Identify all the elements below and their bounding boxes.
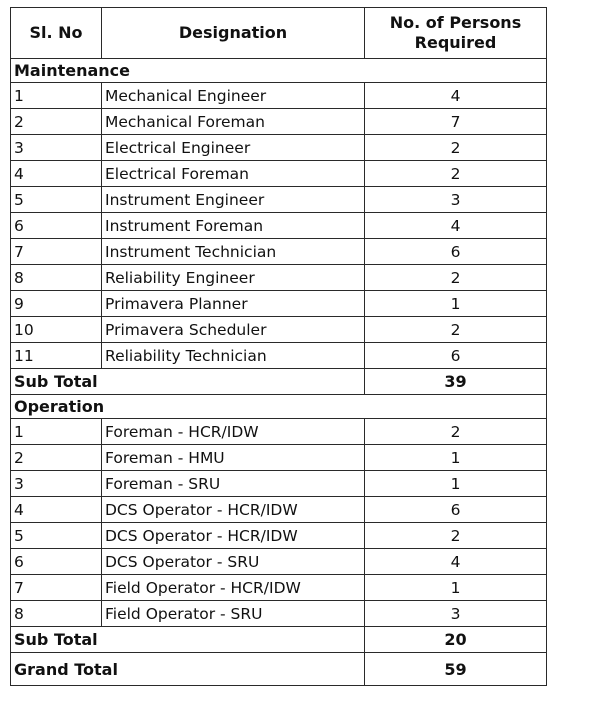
table-row (11, 601, 547, 627)
cell-designation: DCS Operator - HCR/IDW (102, 523, 365, 549)
cell-designation: Electrical Foreman (102, 161, 365, 187)
table-row (11, 575, 547, 601)
cell-designation: Instrument Foreman (102, 213, 365, 239)
cell-designation: Foreman - SRU (102, 471, 365, 497)
table-row (11, 497, 547, 523)
section-header-row (11, 59, 547, 83)
cell-designation: DCS Operator - HCR/IDW (102, 497, 365, 523)
cell-count: 2 (365, 419, 547, 445)
cell-sl-no: 11 (11, 343, 102, 369)
subtotal-value: 39 (365, 369, 547, 395)
cell-count: 4 (365, 549, 547, 575)
table-row (11, 187, 547, 213)
cell-sl-no: 2 (11, 445, 102, 471)
cell-designation: Foreman - HMU (102, 445, 365, 471)
cell-designation: DCS Operator - SRU (102, 549, 365, 575)
cell-sl-no: 8 (11, 601, 102, 627)
cell-designation: Foreman - HCR/IDW (102, 419, 365, 445)
table-row (11, 161, 547, 187)
table-row (11, 419, 547, 445)
grand-total-value: 59 (365, 653, 547, 686)
cell-sl-no: 3 (11, 471, 102, 497)
grand-total-label: Grand Total (11, 653, 365, 686)
table-row (11, 291, 547, 317)
grand-total-row (11, 653, 547, 686)
cell-count: 2 (365, 161, 547, 187)
cell-count: 2 (365, 523, 547, 549)
cell-count: 2 (365, 265, 547, 291)
cell-count: 4 (365, 213, 547, 239)
header-persons-required: No. of Persons Required (365, 8, 547, 59)
cell-sl-no: 1 (11, 419, 102, 445)
table-row (11, 317, 547, 343)
header-sl-no: Sl. No (11, 8, 102, 59)
table-row (11, 135, 547, 161)
table-row (11, 83, 547, 109)
table-row (11, 549, 547, 575)
table-row (11, 343, 547, 369)
cell-designation: Reliability Technician (102, 343, 365, 369)
section-title: Maintenance (11, 59, 547, 83)
subtotal-row (11, 369, 547, 395)
cell-designation: Mechanical Foreman (102, 109, 365, 135)
cell-sl-no: 7 (11, 239, 102, 265)
cell-designation: Electrical Engineer (102, 135, 365, 161)
subtotal-label: Sub Total (11, 369, 365, 395)
header-designation: Designation (102, 8, 365, 59)
section-header-row (11, 395, 547, 419)
cell-sl-no: 8 (11, 265, 102, 291)
cell-designation: Field Operator - SRU (102, 601, 365, 627)
staffing-table (10, 7, 547, 686)
table-row (11, 239, 547, 265)
table-row (11, 265, 547, 291)
header-row (11, 8, 547, 59)
cell-sl-no: 6 (11, 213, 102, 239)
cell-sl-no: 5 (11, 187, 102, 213)
cell-count: 2 (365, 135, 547, 161)
subtotal-label: Sub Total (11, 627, 365, 653)
cell-sl-no: 9 (11, 291, 102, 317)
cell-sl-no: 4 (11, 161, 102, 187)
cell-count: 6 (365, 343, 547, 369)
cell-count: 1 (365, 291, 547, 317)
table-row (11, 445, 547, 471)
cell-sl-no: 7 (11, 575, 102, 601)
cell-count: 6 (365, 497, 547, 523)
table-row (11, 471, 547, 497)
cell-sl-no: 1 (11, 83, 102, 109)
cell-sl-no: 4 (11, 497, 102, 523)
table-row (11, 213, 547, 239)
cell-count: 3 (365, 601, 547, 627)
cell-sl-no: 3 (11, 135, 102, 161)
cell-sl-no: 6 (11, 549, 102, 575)
section-title: Operation (11, 395, 547, 419)
subtotal-value: 20 (365, 627, 547, 653)
cell-count: 1 (365, 575, 547, 601)
table-body (11, 59, 547, 686)
cell-count: 1 (365, 471, 547, 497)
cell-designation: Field Operator - HCR/IDW (102, 575, 365, 601)
cell-count: 3 (365, 187, 547, 213)
cell-sl-no: 10 (11, 317, 102, 343)
table-row (11, 523, 547, 549)
cell-count: 1 (365, 445, 547, 471)
cell-sl-no: 2 (11, 109, 102, 135)
cell-designation: Instrument Engineer (102, 187, 365, 213)
cell-designation: Reliability Engineer (102, 265, 365, 291)
cell-designation: Instrument Technician (102, 239, 365, 265)
table-row (11, 109, 547, 135)
subtotal-row (11, 627, 547, 653)
cell-count: 2 (365, 317, 547, 343)
cell-designation: Mechanical Engineer (102, 83, 365, 109)
cell-designation: Primavera Scheduler (102, 317, 365, 343)
cell-sl-no: 5 (11, 523, 102, 549)
cell-count: 7 (365, 109, 547, 135)
cell-count: 4 (365, 83, 547, 109)
cell-designation: Primavera Planner (102, 291, 365, 317)
cell-count: 6 (365, 239, 547, 265)
